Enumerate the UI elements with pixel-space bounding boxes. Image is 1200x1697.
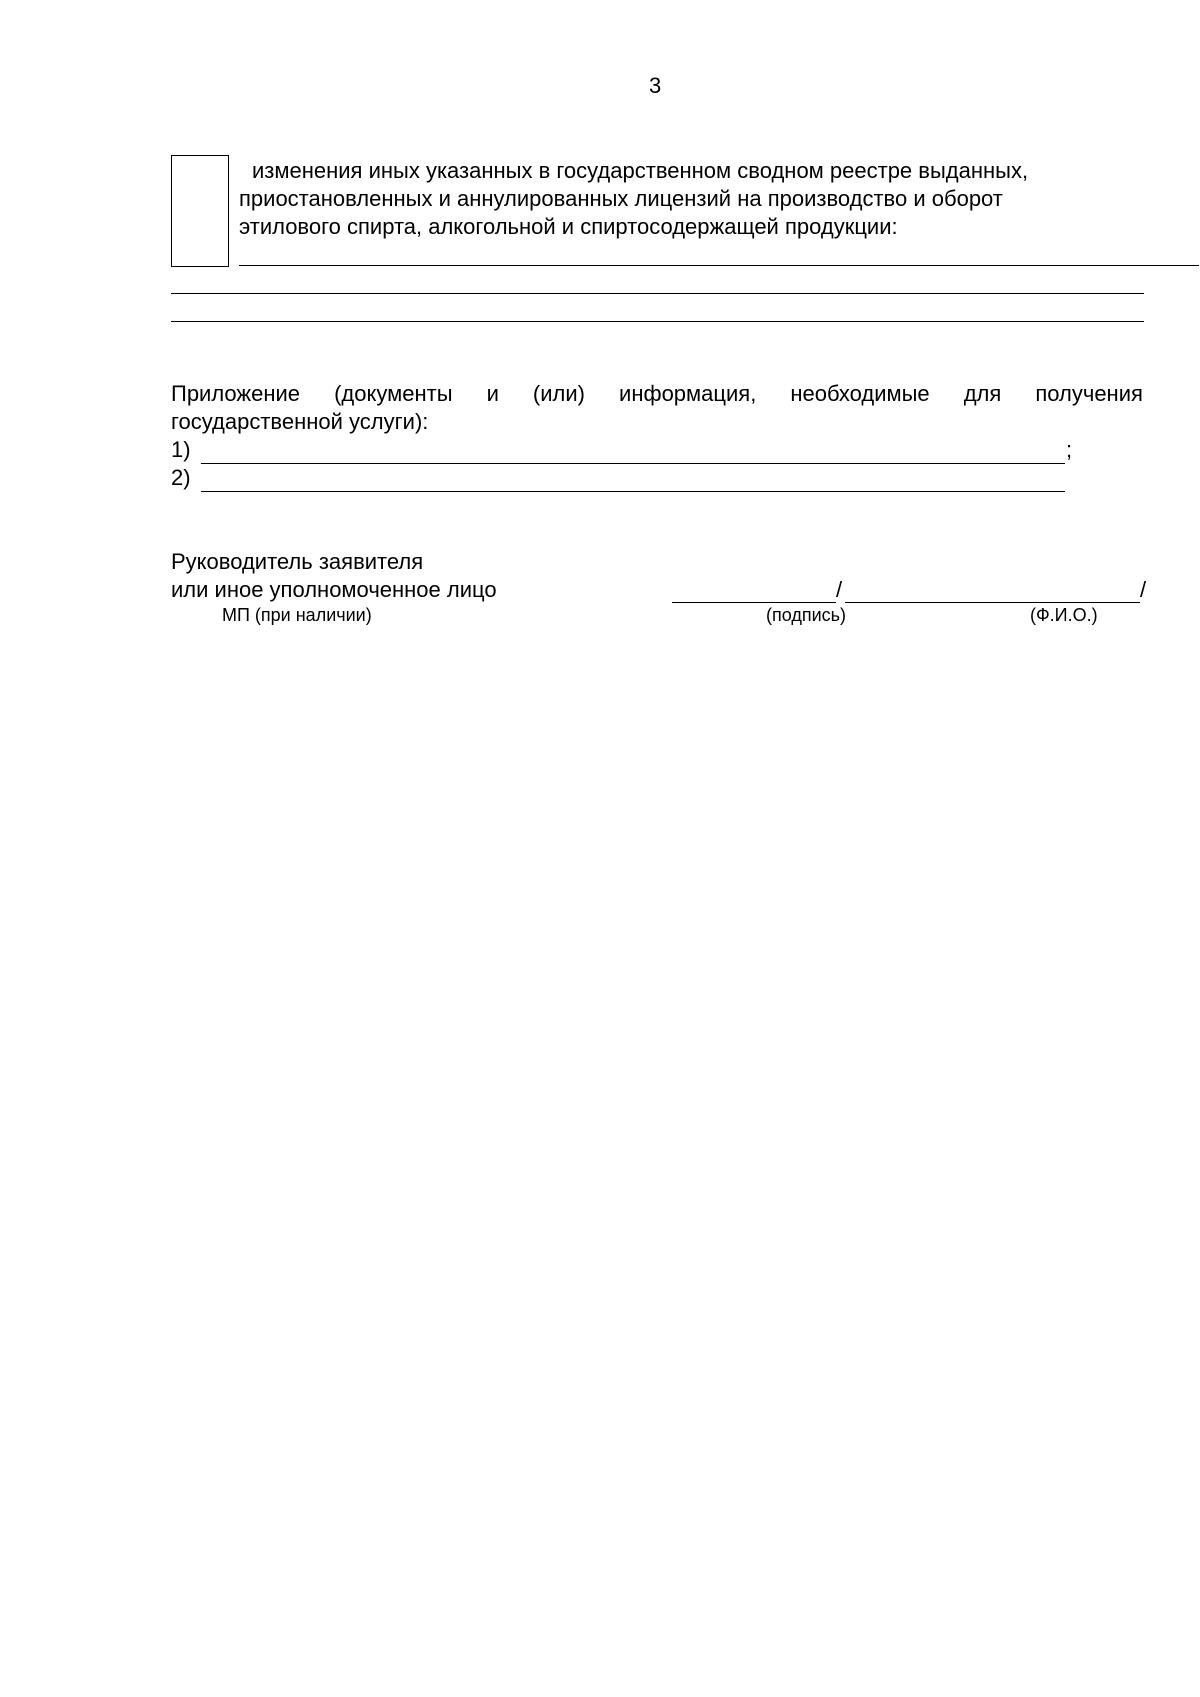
change-fill-line-2[interactable] (171, 293, 1144, 294)
signature-caption: (подпись) (766, 605, 847, 625)
appendix-word: и (486, 381, 499, 406)
appendix-heading-line1 (171, 380, 1143, 408)
signer-title-line2: или иное уполномоченное лицо (171, 577, 497, 602)
change-fill-line-1[interactable] (239, 265, 1199, 266)
name-caption: (Ф.И.О.) (1030, 605, 1098, 625)
stamp-label: МП (при наличии) (222, 605, 372, 625)
appendix-word: (документы (334, 381, 453, 406)
page-number: 3 (649, 73, 662, 98)
change-checkbox[interactable] (171, 155, 229, 267)
signature-slash-1: / (836, 577, 843, 602)
signer-title-line1: Руководитель заявителя (171, 549, 424, 574)
change-fill-line-3[interactable] (171, 321, 1144, 322)
change-text-line3: этилового спирта, алкогольной и спиртосодержащей продукции: (239, 214, 898, 239)
appendix-word: информация, (619, 381, 757, 406)
appendix-heading-line2: государственной услуги): (171, 409, 429, 434)
appendix-item-1-end: ; (1066, 437, 1073, 462)
appendix-item-2-line[interactable] (201, 491, 1065, 492)
appendix-word: необходимые (790, 381, 930, 406)
change-text-line2: приостановленных и аннулированных лицензий на производство и оборот (239, 186, 1003, 211)
appendix-word: для (963, 381, 1002, 406)
appendix-item-1-line[interactable] (201, 463, 1065, 464)
name-line[interactable] (845, 602, 1140, 603)
appendix-word: получения (1035, 381, 1143, 406)
appendix-word: (или) (532, 381, 585, 406)
appendix-word: Приложение (171, 381, 301, 406)
signature-line[interactable] (672, 602, 836, 603)
signature-slash-2: / (1140, 577, 1147, 602)
appendix-item-2-number: 2) (171, 465, 191, 490)
change-text-line1: изменения иных указанных в государственном сводном реестре выданных, (252, 158, 1029, 183)
appendix-item-1-number: 1) (171, 437, 191, 462)
